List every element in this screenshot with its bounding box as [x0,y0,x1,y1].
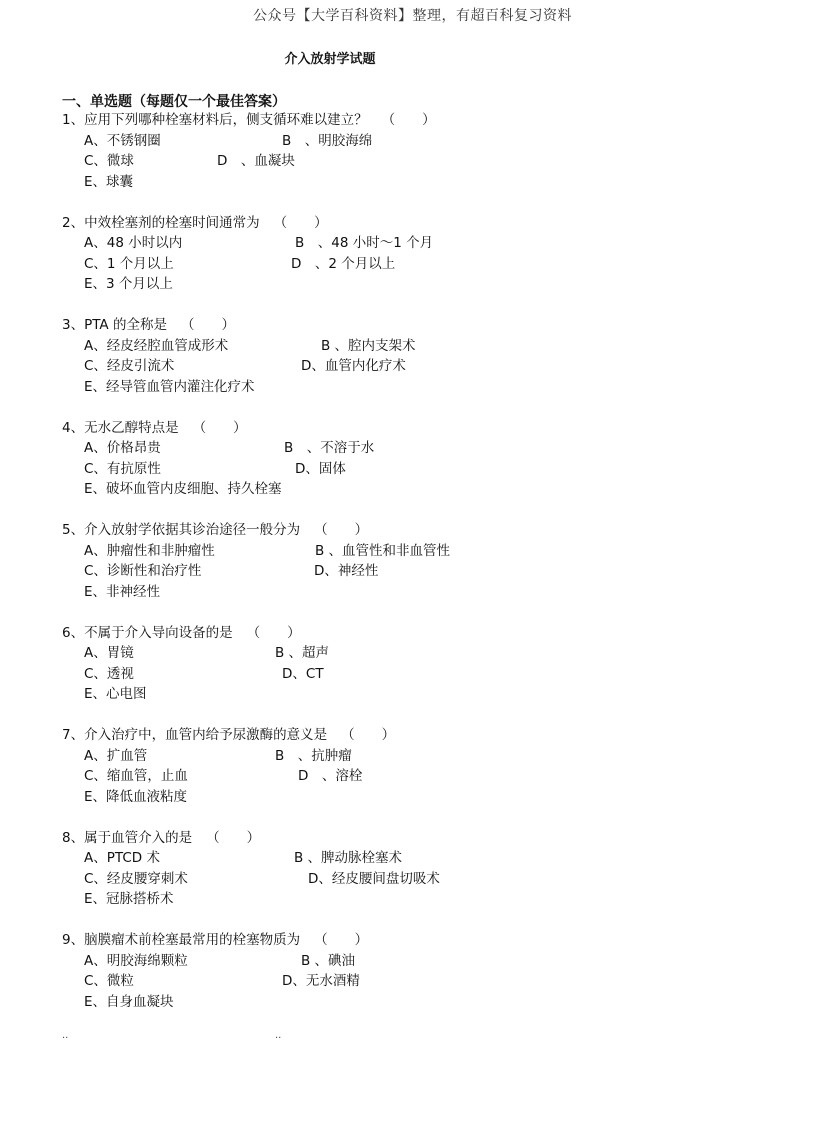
option-row [62,254,782,275]
option-e: E、破坏血管内皮细胞、持久栓塞 [84,481,282,497]
question-stem [62,930,782,951]
page-header: 公众号【大学百科资料】整理，有超百科复习资料 [253,8,572,24]
question-stem [62,520,782,541]
option-d: D、血管内化疗术 [301,358,406,374]
option-a: A、肿瘤性和非肿瘤性 [84,542,215,559]
stem-text: 7、介入治疗中，血管内给予尿激酶的意义是 [62,727,328,743]
option-d: D 、2 个月以上 [291,255,396,272]
option-b: B 、碘油 [301,952,356,969]
option-row [62,848,782,869]
option-e: E、经导管血管内灌注化疗术 [84,378,255,395]
option-d: D、固体 [295,460,346,477]
question-stem [62,828,782,849]
option-e: E、降低血液粘度 [84,788,188,805]
option-row [62,971,782,992]
answer-blank: （ ） [381,112,436,128]
option-row [62,664,782,685]
question-5 [62,520,782,602]
option-row [62,561,782,582]
option-row [62,356,782,377]
option-row [62,541,782,562]
option-c: C、有抗原性 [84,460,161,477]
option-a: A、48 小时以内 [84,235,183,251]
stem-text: 2、中效栓塞剂的栓塞时间通常为 [62,214,260,231]
answer-blank: （ ） [246,624,301,641]
question-stem [62,213,782,234]
stem-text: 9、脑膜瘤术前栓塞最常用的栓塞物质为 [62,932,301,948]
option-a: A、价格昂贵 [84,440,161,456]
option-row [62,459,782,480]
option-b: B 、腔内支架术 [321,337,416,354]
answer-blank: （ ） [192,419,247,436]
option-b: B 、明胶海绵 [282,132,373,149]
answer-blank: （ ） [314,932,369,948]
option-row [62,992,782,1013]
question-stem [62,315,782,336]
option-c: C、经皮腰穿刺术 [84,870,188,887]
option-c: C、透视 [84,665,134,682]
option-a: A、扩血管 [84,747,148,764]
answer-blank: （ ） [180,317,235,333]
option-row [62,438,782,459]
answer-blank: （ ） [273,214,328,231]
option-e: E、心电图 [84,686,147,702]
footer-mark-left: .. [62,1030,69,1041]
option-b: B 、脾动脉栓塞术 [294,850,403,866]
section-heading: 一、单选题（每题仅一个最佳答案） [62,94,286,110]
answer-blank: （ ） [341,727,396,743]
option-row [62,746,782,767]
option-a: A、明胶海绵颗粒 [84,952,188,969]
option-row [62,951,782,972]
option-e: E、非神经性 [84,583,161,600]
option-c: C、经皮引流术 [84,358,175,374]
option-c: C、1 个月以上 [84,255,174,272]
option-row [62,869,782,890]
option-c: C、微粒 [84,973,134,989]
option-d: D 、血凝块 [217,153,295,169]
question-7 [62,725,782,807]
question-8 [62,828,782,910]
question-list [62,110,782,1033]
option-row [62,766,782,787]
footer-mark-right: .. [275,1030,282,1041]
option-d: D、CT [282,665,324,682]
question-3 [62,315,782,397]
question-1 [62,110,782,192]
answer-blank: （ ） [314,522,369,538]
option-b: B 、48 小时～1 个月 [295,235,434,251]
option-row [62,643,782,664]
option-row [62,131,782,152]
option-b: B 、超声 [275,645,330,661]
stem-text: 3、PTA 的全称是 [62,317,167,333]
question-2 [62,213,782,295]
option-d: D、经皮腰间盘切吸术 [308,870,440,887]
option-e: E、自身血凝块 [84,993,174,1010]
option-a: A、不锈钢圈 [84,132,161,149]
option-row [62,151,782,172]
option-b: B 、抗肿瘤 [275,747,352,764]
option-d: D、无水酒精 [282,973,360,989]
question-6 [62,623,782,705]
option-b: B 、血管性和非血管性 [315,542,451,559]
stem-text: 6、不属于介入导向设备的是 [62,624,233,641]
option-row [62,233,782,254]
option-a: A、经皮经腔血管成形术 [84,337,229,354]
stem-text: 1、应用下列哪种栓塞材料后，侧支循环难以建立？ [62,112,368,128]
option-d: D、神经性 [314,563,379,579]
option-row [62,172,782,193]
option-a: A、PTCD 术 [84,850,160,866]
option-row [62,336,782,357]
option-row [62,787,782,808]
option-row [62,274,782,295]
option-c: C、微球 [84,153,134,169]
question-4 [62,418,782,500]
question-stem [62,110,782,131]
option-row [62,377,782,398]
question-stem [62,418,782,439]
stem-text: 4、无水乙醇特点是 [62,419,179,436]
option-row [62,684,782,705]
question-stem [62,623,782,644]
option-row [62,582,782,603]
option-e: E、球囊 [84,173,134,190]
document-title: 介入放射学试题 [284,52,376,67]
option-e: E、3 个月以上 [84,276,173,292]
option-c: C、缩血管，止血 [84,768,188,784]
option-a: A、胃镜 [84,645,134,661]
option-d: D 、溶栓 [298,768,363,784]
stem-text: 5、介入放射学依据其诊治途径一般分为 [62,522,301,538]
option-row [62,479,782,500]
option-row [62,889,782,910]
option-e: E、冠脉搭桥术 [84,891,174,907]
option-c: C、诊断性和治疗性 [84,563,202,579]
question-stem [62,725,782,746]
answer-blank: （ ） [206,829,261,846]
stem-text: 8、属于血管介入的是 [62,829,193,846]
question-9 [62,930,782,1012]
option-b: B 、不溶于水 [284,440,375,456]
